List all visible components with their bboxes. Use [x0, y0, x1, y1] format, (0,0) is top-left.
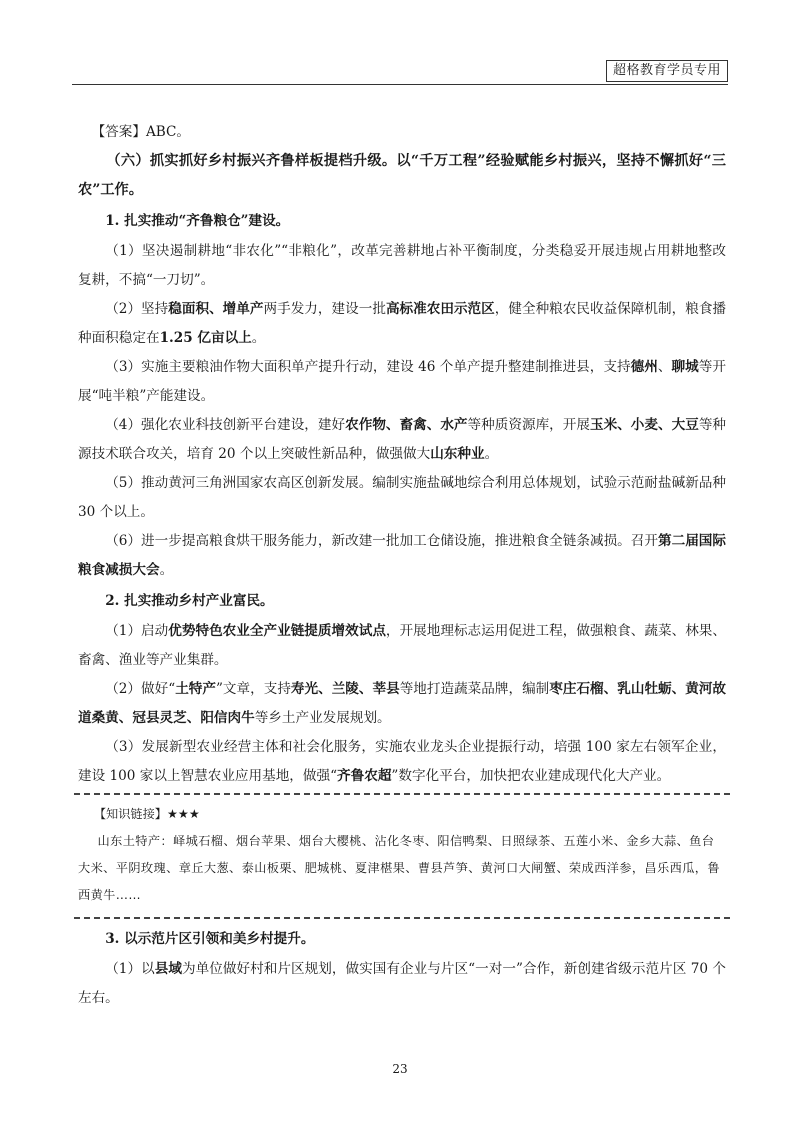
header-divider	[72, 84, 728, 85]
answer-line: 【答案】ABC。	[91, 124, 191, 140]
knowledge-link-title: 【知识链接】★★★	[93, 807, 200, 821]
paragraph-3-1: （1）以县域为单位做好村和片区规划，做实国有企业与片区“一对一”合作，新创建省级示范片区 70 个左右。	[78, 961, 727, 1006]
paragraph-1-4: （4）强化农业科技创新平台建设，建好农作物、畜禽、水产等种质资源库，开展玉米、小麦、大豆等种源技术联合攻关，培育 20 个以上突破性新品种，做强做大山东种业。	[78, 417, 727, 462]
paragraph-1-3: （3）实施主要粮油作物大面积单产提升行动，建设 46 个单产提升整建制推进县，支持德州、聊城等开展“吨半粮”产能建设。	[78, 359, 727, 404]
section-title: （六）抓实抓好乡村振兴齐鲁样板提档升级。以“千万工程”经验赋能乡村振兴，坚持不懈抓好“三农”工作。	[78, 153, 726, 198]
header-badge: 超格教育学员专用	[606, 60, 728, 82]
paragraph-2-2: （2）做好“土特产”文章，支持寿光、兰陵、莘县等地打造蔬菜品牌，编制枣庄石榴、乳山牡蛎、黄河故道桑黄、冠县灵芝、阳信肉牛等乡土产业发展规划。	[78, 681, 727, 726]
document-body	[78, 118, 726, 1013]
subsection-3-title: 3. 以示范片区引领和美乡村提升。	[105, 931, 315, 947]
page-number: 23	[392, 1062, 408, 1076]
knowledge-link-box	[74, 793, 730, 919]
paragraph-1-2: （2）坚持稳面积、增单产两手发力，建设一批高标准农田示范区，健全种粮农民收益保障机制，粮食播种面积稳定在1.25 亿亩以上。	[78, 301, 727, 346]
paragraph-1-5: （5）推动黄河三角洲国家农高区创新发展。编制实施盐碱地综合利用总体规划，试验示范耐盐碱新品种 30 个以上。	[78, 475, 726, 520]
paragraph-2-3: （3）发展新型农业经营主体和社会化服务，实施农业龙头企业提振行动，培强 100 家左右领军企业，建设 100 家以上智慧农业应用基地，做强“齐鲁农超”数字化平台，加快把农业建成现代化大产业。	[78, 739, 726, 784]
paragraph-1-6: （6）进一步提高粮食烘干服务能力，新改建一批加工仓储设施，推进粮食全链条减损。召开第二届国际粮食减损大会。	[78, 533, 726, 578]
paragraph-1-1: （1）坚决遏制耕地“非农化”“非粮化”，改革完善耕地占补平衡制度，分类稳妥开展违规占用耕地整改复耕，不搞“一刀切”。	[78, 243, 726, 288]
paragraph-2-1: （1）启动优势特色农业全产业链提质增效试点，开展地理标志运用促进工程，做强粮食、蔬菜、林果、畜禽、渔业等产业集群。	[78, 623, 726, 668]
knowledge-link-text: 山东土特产：峄城石榴、烟台苹果、烟台大樱桃、沾化冬枣、阳信鸭梨、日照绿茶、五莲小米、金乡大蒜、鱼台大米、平阴玫瑰、章丘大葱、泰山板栗、肥城桃、夏津椹果、曹县芦笋、黄河口大闸蟹、荣成西洋参，昌乐西瓜，鲁西黄牛……	[78, 834, 720, 902]
subsection-2-title: 2. 扎实推动乡村产业富民。	[105, 593, 274, 609]
subsection-1-title: 1. 扎实推动“齐鲁粮仓”建设。	[105, 213, 290, 229]
